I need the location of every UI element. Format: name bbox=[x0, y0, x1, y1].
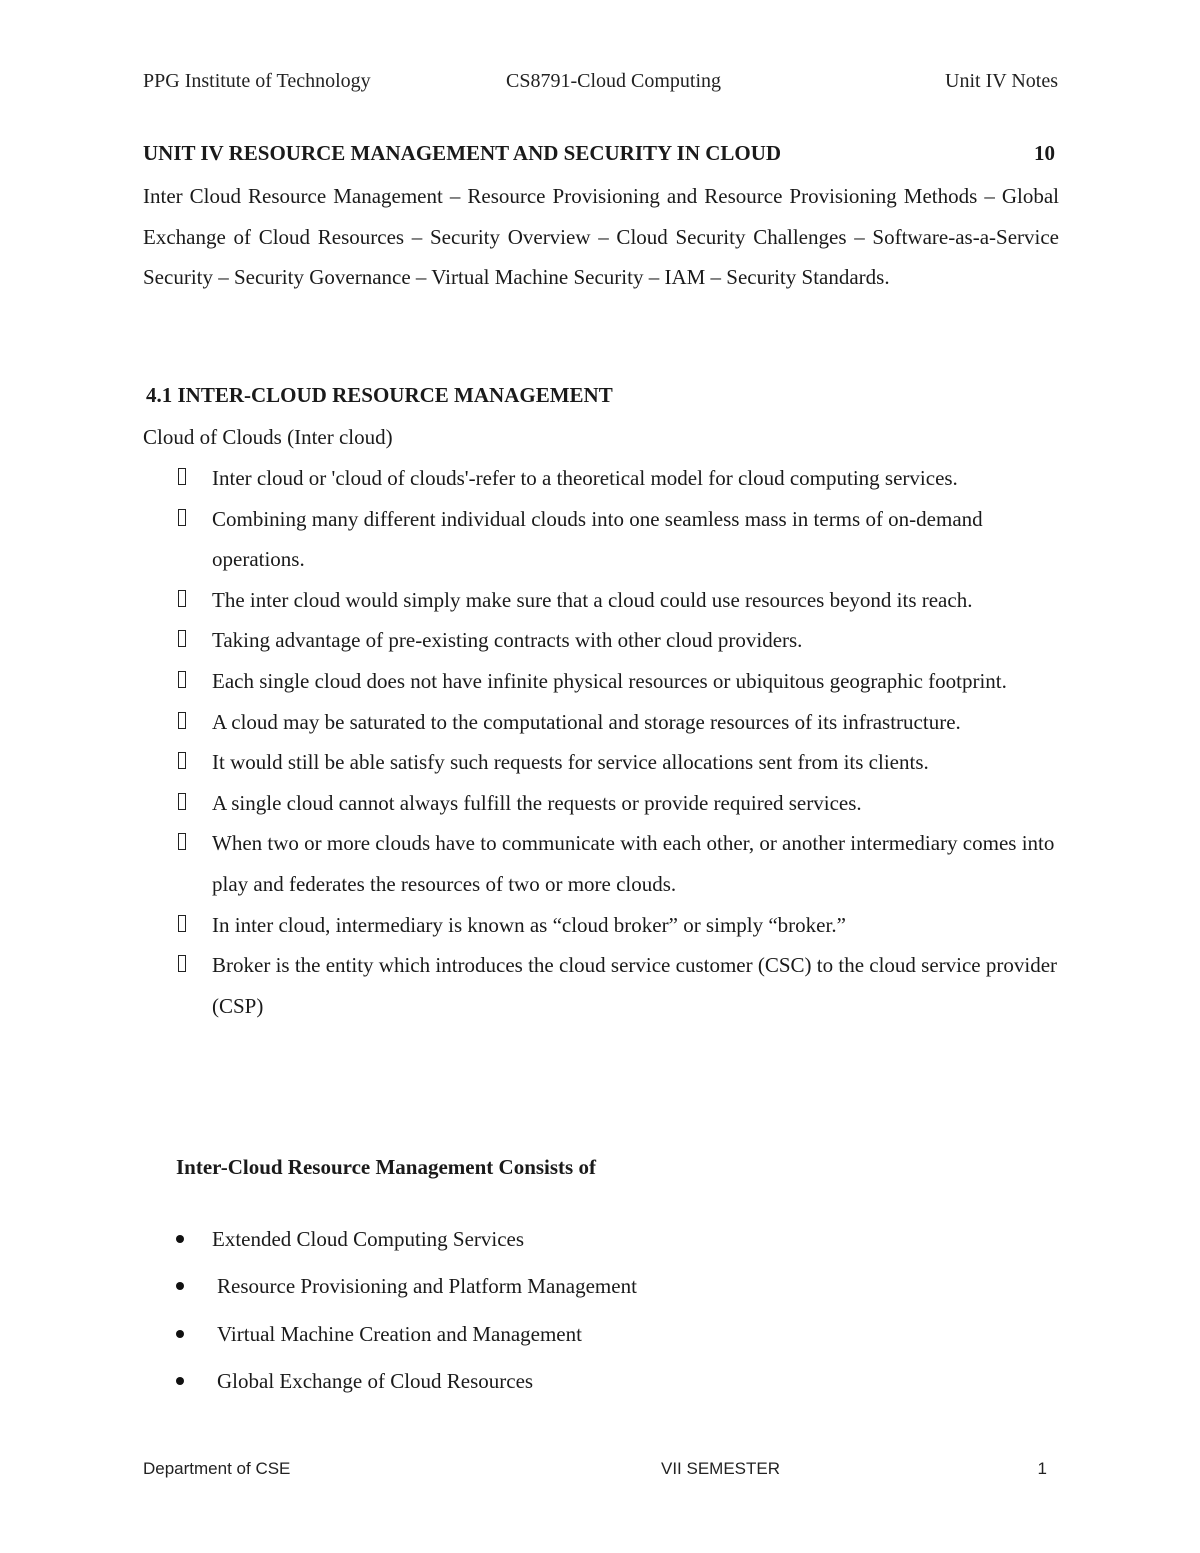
list-item bbox=[176, 1363, 876, 1410]
list-item bbox=[176, 458, 1066, 499]
box-bullet-icon bbox=[178, 752, 186, 769]
box-bullet-icon bbox=[178, 590, 186, 607]
list-item bbox=[176, 702, 1066, 743]
list-item-text: Resource Provisioning and Platform Management bbox=[217, 1274, 637, 1299]
list-item bbox=[176, 783, 1066, 824]
list-item bbox=[176, 620, 1066, 661]
list-item-text: Inter cloud or 'cloud of clouds'-refer to a theoretical model for cloud computing services. bbox=[212, 466, 958, 490]
footer-semester: VII SEMESTER bbox=[661, 1459, 781, 1478]
consists-heading: Inter-Cloud Resource Management Consists of bbox=[176, 1155, 596, 1179]
list-item bbox=[176, 1268, 876, 1315]
header-course: CS8791-Cloud Computing bbox=[506, 70, 722, 92]
section-intro: Cloud of Clouds (Inter cloud) bbox=[143, 425, 393, 449]
list-item bbox=[176, 945, 1066, 1026]
list-item-text: A single cloud cannot always fulfill the requests or provide required services. bbox=[212, 790, 862, 815]
header-institute: PPG Institute of Technology bbox=[143, 70, 371, 92]
consists-list bbox=[176, 1221, 876, 1410]
list-item-text: Global Exchange of Cloud Resources bbox=[217, 1368, 534, 1393]
page-header bbox=[143, 70, 1058, 98]
unit-syllabus: Inter Cloud Resource Management – Resource Provisioning and Resource Provisioning Methods – Global Exchange of Cloud Resources – Security Overview – Cloud Security Challenges – Software-as-a-Service Security – Security Governance – Virtual Machine Security – IAM – Security Standards. bbox=[143, 184, 1059, 290]
box-bullet-icon bbox=[178, 915, 186, 932]
list-item bbox=[176, 742, 1066, 783]
list-item bbox=[176, 905, 1066, 946]
box-bullet-icon bbox=[178, 468, 186, 485]
footer-page-number: 1 bbox=[1037, 1459, 1047, 1478]
dot-bullet-icon bbox=[176, 1330, 184, 1338]
list-item-text: Combining many different individual clouds into one seamless mass in terms of on-demand operations. bbox=[212, 506, 983, 572]
list-item-text: Extended Cloud Computing Services bbox=[212, 1227, 525, 1251]
list-item-text: In inter cloud, intermediary is known as “cloud broker” or simply “broker.” bbox=[212, 912, 846, 937]
dot-bullet-icon bbox=[176, 1377, 184, 1385]
box-bullet-icon bbox=[178, 712, 186, 729]
list-item bbox=[176, 1221, 876, 1268]
list-item-text: It would still be able satisfy such requests for service allocations sent from its clients. bbox=[212, 750, 929, 775]
list-item bbox=[176, 661, 1066, 702]
list-item-text: Each single cloud does not have infinite physical resources or ubiquitous geographic footprint. bbox=[212, 668, 1007, 693]
header-notes: Unit IV Notes bbox=[945, 70, 1058, 92]
unit-title-text: UNIT IV RESOURCE MANAGEMENT AND SECURITY IN CLOUD bbox=[143, 141, 782, 165]
list-item-text: The inter cloud would simply make sure that a cloud could use resources beyond its reach. bbox=[212, 587, 973, 612]
page-footer bbox=[143, 1459, 1047, 1485]
dot-bullet-icon bbox=[176, 1235, 184, 1243]
intercloud-points-list bbox=[176, 458, 1066, 1026]
list-item-text: When two or more clouds have to communicate with each other, or another intermediary comes into play and federates the resources of two or more clouds. bbox=[212, 831, 1055, 896]
unit-title bbox=[143, 141, 1055, 166]
footer-department: Department of CSE bbox=[143, 1459, 291, 1478]
box-bullet-icon bbox=[178, 793, 186, 810]
box-bullet-icon bbox=[178, 509, 186, 526]
list-item bbox=[176, 1316, 876, 1363]
box-bullet-icon bbox=[178, 671, 186, 688]
list-item-text: Broker is the entity which introduces the cloud service customer (CSC) to the cloud service provider (CSP) bbox=[212, 953, 1058, 1018]
unit-hours: 10 bbox=[1034, 141, 1055, 165]
dot-bullet-icon bbox=[176, 1282, 184, 1290]
list-item bbox=[176, 499, 1066, 580]
list-item-text: Taking advantage of pre-existing contracts with other cloud providers. bbox=[212, 628, 803, 653]
list-item bbox=[176, 823, 1066, 904]
list-item-text: Virtual Machine Creation and Management bbox=[217, 1321, 582, 1346]
list-item-text: A cloud may be saturated to the computational and storage resources of its infrastructure. bbox=[212, 709, 961, 734]
box-bullet-icon bbox=[178, 630, 186, 647]
box-bullet-icon bbox=[178, 955, 186, 972]
box-bullet-icon bbox=[178, 833, 186, 850]
section-heading: 4.1 INTER-CLOUD RESOURCE MANAGEMENT bbox=[146, 383, 613, 407]
list-item bbox=[176, 580, 1066, 621]
